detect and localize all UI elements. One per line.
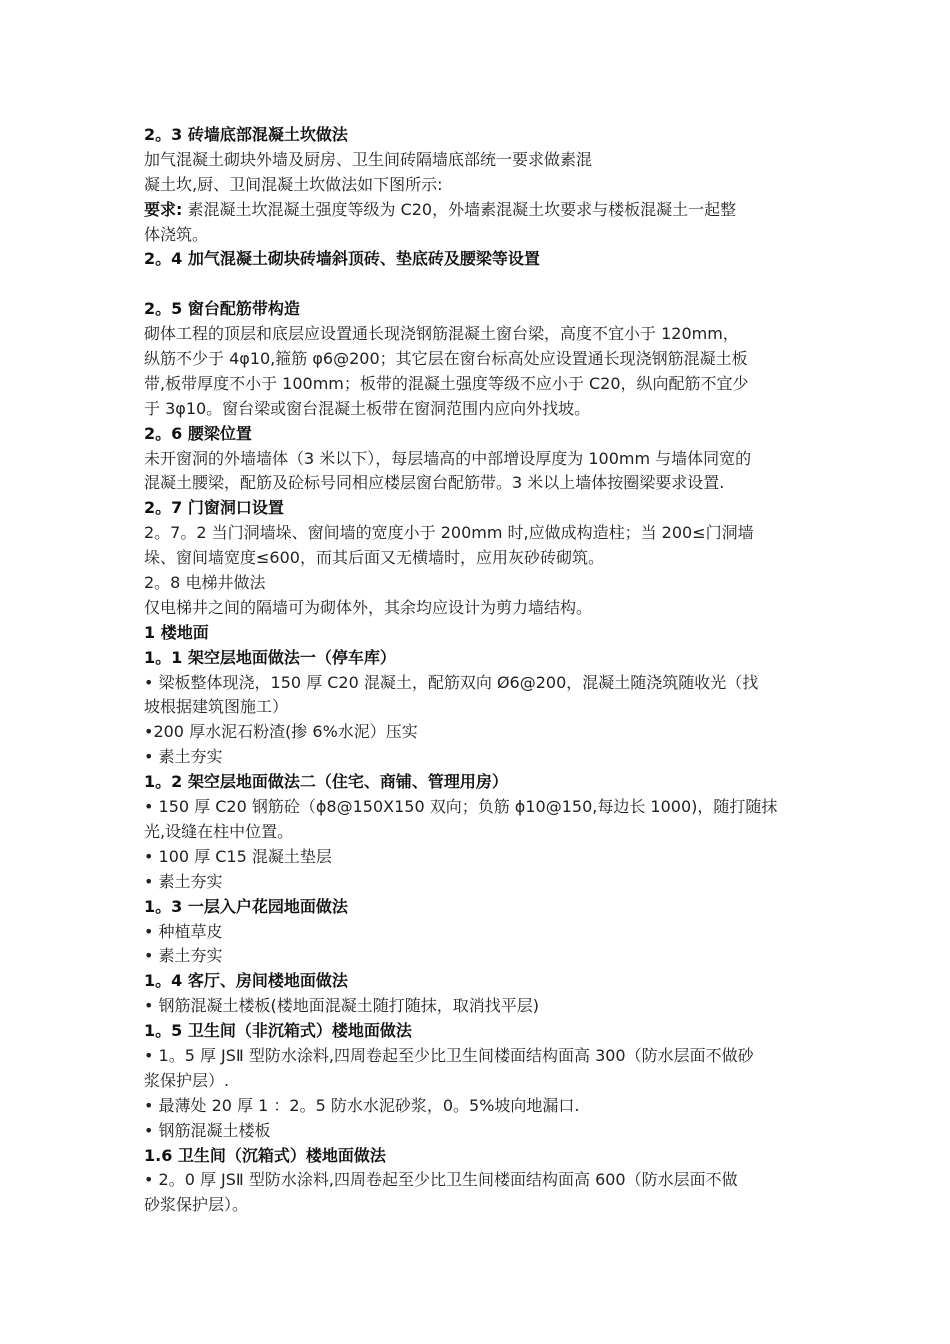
line-text: • 2。0 厚 JSⅡ 型防水涂料,四周卷起至少比卫生间楼面结构面高 600（防水层面不做 (144, 1170, 738, 1190)
text-line (144, 372, 824, 397)
line-text: 砂浆保护层）。 (144, 1195, 249, 1215)
line-text: 2。6 腰梁位置 (144, 423, 252, 443)
line-text: 2。3 砖墙底部混凝土坎做法 (144, 125, 348, 144)
line-text: • 素土夯实 (144, 946, 223, 966)
text-line (144, 720, 824, 745)
text-line (144, 1193, 824, 1218)
section-heading (144, 646, 824, 671)
text-line (144, 795, 824, 820)
line-text: • 100 厚 C15 混凝土垫层 (144, 846, 332, 866)
blank-line (144, 272, 824, 297)
section-heading (144, 895, 824, 920)
line-text: 凝土坎,厨、卫间混凝土坎做法如下图所示: (144, 174, 443, 194)
line-text: 1。1 架空层地面做法一（停车库） (144, 647, 396, 667)
line-text: 混凝土腰梁，配筋及砼标号同相应楼层窗台配筋带。3 米以上墙体按圈梁要求设置. (144, 473, 725, 493)
text-line (144, 1094, 824, 1119)
line-text: 未开窗洞的外墙墙体（3 米以下），每层墙高的中部增设厚度为 100mm 与墙体同宽的 (144, 448, 752, 468)
line-text: 1.6 卫生间（沉箱式）楼地面做法 (144, 1145, 386, 1165)
line-text: 仅电梯井之间的隔墙可为砌体外，其余均应设计为剪力墙结构。 (144, 597, 593, 617)
text-line (144, 845, 824, 870)
section-heading (144, 1019, 824, 1044)
line-text: 坡根据建筑图施工） (144, 697, 289, 717)
line-text: • 素土夯实 (144, 747, 223, 767)
text-line (144, 1069, 824, 1094)
line-text: • 1。5 厚 JSⅡ 型防水涂料,四周卷起至少比卫生间楼面结构面高 300（防水层面不做砂 (144, 1045, 754, 1065)
text-line (144, 173, 824, 198)
line-text: 1 楼地面 (144, 622, 209, 642)
section-heading (144, 247, 824, 272)
text-line (144, 1119, 824, 1144)
line-text: • 最薄处 20 厚 1 ：2。5 防水水泥砂浆，0。5%坡向地漏口. (144, 1095, 580, 1115)
text-line (144, 571, 824, 596)
line-text: 体浇筑。 (144, 224, 209, 244)
text-line (144, 322, 824, 347)
line-text: 1。5 卫生间（非沉箱式）楼地面做法 (144, 1021, 412, 1041)
line-text: • 梁板整体现浇，150 厚 C20 混凝土，配筋双向 Ø6@200，混凝土随浇筑随收光（找 (144, 672, 759, 692)
document-body (144, 123, 824, 1218)
text-line (144, 870, 824, 895)
line-text: 于 3φ10。窗台梁或窗台混凝土板带在窗洞范围内应向外找坡。 (144, 398, 591, 418)
line-text: • 钢筋混凝土楼板(楼地面混凝土随打随抹，取消找平层) (144, 996, 540, 1016)
text-line (144, 1044, 824, 1069)
section-heading (144, 422, 824, 447)
line-text: 带,板带厚度不小于 100mm；板带的混凝土强度等级不应小于 C20，纵向配筋不宜少 (144, 373, 749, 393)
line-text: 2。5 窗台配筋带构造 (144, 299, 300, 319)
text-line (144, 1168, 824, 1193)
section-heading (144, 496, 824, 521)
line-text: • 素土夯实 (144, 871, 223, 891)
text-line (144, 820, 824, 845)
text-line (144, 447, 824, 472)
line-text: 纵筋不少于 4φ10,箍筋 φ6@200；其它层在窗台标高处应设置通长现浇钢筋混凝土板 (144, 349, 748, 369)
line-text: 加气混凝土砌块外墙及厨房、卫生间砖隔墙底部统一要求做素混 (144, 149, 593, 169)
line-text: 垛、窗间墙宽度≤600，而其后面又无横墙时，应用灰砂砖砌筑。 (144, 548, 604, 568)
line-text: 1。2 架空层地面做法二（住宅、商铺、管理用房） (144, 772, 508, 792)
text-line (144, 471, 824, 496)
text-line (144, 347, 824, 372)
text-line (144, 994, 824, 1019)
line-text: 2。4 加气混凝土砌块砖墙斜顶砖、垫底砖及腰梁等设置 (144, 249, 540, 269)
text-line (144, 148, 824, 173)
section-heading (144, 297, 824, 322)
text-line (144, 198, 824, 223)
line-text: 1。3 一层入户花园地面做法 (144, 896, 348, 916)
line-text: 素混凝土坎混凝土强度等级为 C20，外墙素混凝土坎要求与楼板混凝土一起整 (182, 199, 737, 219)
text-line (144, 397, 824, 422)
text-line (144, 745, 824, 770)
text-line (144, 546, 824, 571)
line-text: • 种植草皮 (144, 921, 223, 941)
line-text: 2。8 电梯井做法 (144, 573, 266, 593)
text-line (144, 521, 824, 546)
section-heading (144, 621, 824, 646)
line-text: 浆保护层）. (144, 1070, 230, 1090)
section-heading (144, 770, 824, 795)
section-heading (144, 123, 824, 148)
text-line (144, 596, 824, 621)
section-heading (144, 1144, 824, 1169)
line-text: 1。4 客厅、房间楼地面做法 (144, 971, 348, 991)
line-text: • 钢筋混凝土楼板 (144, 1120, 271, 1140)
section-heading (144, 969, 824, 994)
text-line (144, 223, 824, 248)
text-line (144, 695, 824, 720)
line-text: 光,设缝在柱中位置。 (144, 821, 294, 841)
line-text: •200 厚水泥石粉渣(掺 6%水泥）压实 (144, 722, 418, 742)
text-line (144, 671, 824, 696)
requirement-label: 要求: (144, 199, 183, 219)
line-text: 2。7。2 当门洞墙垛、窗间墙的宽度小于 200mm 时,应做成构造柱；当 200≤门洞墙 (144, 523, 754, 543)
line-text: 2。7 门窗洞口设置 (144, 498, 284, 518)
line-text: • 150 厚 C20 钢筋砼（ϕ8@150X150 双向；负筋 ϕ10@150,每边长 1000)，随打随抹 (144, 797, 778, 817)
text-line (144, 944, 824, 969)
text-line (144, 920, 824, 945)
line-text: 砌体工程的顶层和底层应设置通长现浇钢筋混凝土窗台梁，高度不宜小于 120mm， (144, 324, 739, 344)
